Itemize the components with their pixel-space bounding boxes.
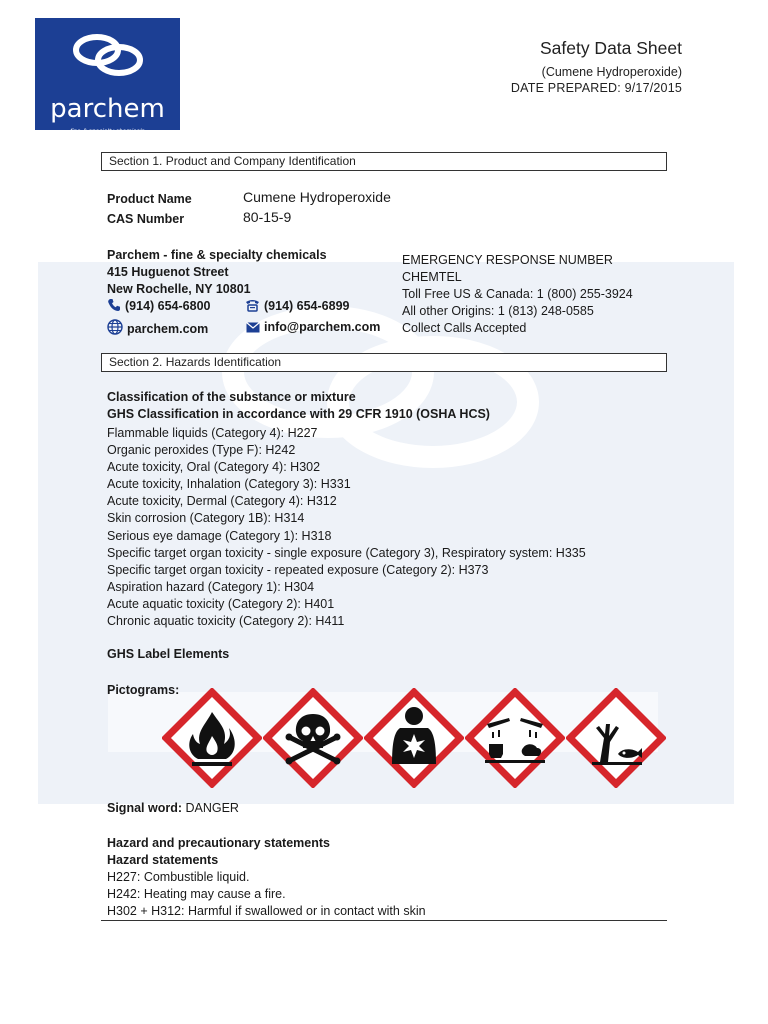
pictogram-row [162, 688, 666, 788]
hazard-statement: H227: Combustible liquid. [107, 870, 250, 884]
list-item: Specific target organ toxicity - repeated exposure (Category 2): H373 [107, 562, 489, 577]
list-item: Flammable liquids (Category 4): H227 [107, 426, 318, 440]
hazard-statement: H302 + H312: Harmful if swallowed or in contact with skin [107, 904, 426, 918]
parchem-logo [35, 18, 180, 135]
list-item: Specific target organ toxicity - single exposure (Category 3), Respiratory system: H335 [107, 545, 586, 560]
health-hazard-icon [364, 688, 464, 788]
list-item: Acute toxicity, Inhalation (Category 3): H331 [107, 477, 351, 492]
section1-heading: Section 1. Product and Company Identification [101, 152, 667, 171]
company-email-row [246, 319, 380, 338]
fax-icon [245, 298, 260, 317]
list-item: Acute aquatic toxicity (Category 2): H401 [107, 596, 335, 611]
cas-number-label: CAS Number [107, 212, 185, 226]
emergency-toll-free: Toll Free US & Canada: 1 (800) 255-3924 [402, 287, 633, 301]
company-fax: (914) 654-6899 [264, 299, 350, 313]
phone-icon [107, 298, 121, 317]
list-item: Acute toxicity, Oral (Category 4): H302 [107, 460, 321, 475]
parchem-logo-icon [35, 18, 180, 98]
company-name: Parchem - fine & specialty chemicals [107, 248, 327, 262]
hazard-statements-title: Hazard statements [107, 853, 219, 867]
cas-number-value: 80-15-9 [243, 209, 292, 225]
globe-icon [107, 319, 123, 340]
company-phone-row [107, 298, 210, 317]
company-phone[interactable]: (914) 654-6800 [125, 299, 211, 313]
classification-list [107, 425, 586, 630]
envelope-icon [246, 321, 260, 338]
signal-word-row [107, 800, 239, 817]
emergency-other-origins: All other Origins: 1 (813) 248-0585 [402, 304, 594, 318]
list-item: Organic peroxides (Type F): H242 [107, 443, 296, 458]
company-website-row [107, 319, 208, 340]
corrosion-icon [465, 688, 565, 788]
list-item: Acute toxicity, Dermal (Category 4): H312 [107, 494, 337, 509]
signal-word-value: DANGER [185, 801, 239, 815]
ghs-classification-title: GHS Classification in accordance with 29 CFR 1910 (OSHA HCS) [107, 407, 490, 421]
company-fax-row [245, 298, 349, 317]
document-title: Safety Data Sheet [539, 38, 682, 58]
emergency-title: EMERGENCY RESPONSE NUMBER [402, 253, 613, 267]
page-divider [101, 920, 667, 921]
list-item: Chronic aquatic toxicity (Category 2): H411 [107, 614, 345, 629]
document-product: (Cumene Hydroperoxide) [541, 65, 682, 79]
skull-crossbones-icon [263, 688, 363, 788]
label-elements-title: GHS Label Elements [107, 647, 230, 661]
date-prepared: DATE PREPARED: 9/17/2015 [510, 81, 682, 95]
section2-heading: Section 2. Hazards Identification [101, 353, 667, 372]
logo-tagline: fine & specialty chemicals [70, 128, 145, 135]
company-city: New Rochelle, NY 10801 [107, 282, 251, 296]
environment-icon [566, 688, 666, 788]
emergency-collect: Collect Calls Accepted [402, 321, 527, 335]
list-item: Aspiration hazard (Category 1): H304 [107, 579, 315, 594]
company-email-link[interactable]: info@parchem.com [264, 320, 381, 334]
list-item: Skin corrosion (Category 1B): H314 [107, 511, 305, 526]
hazard-statement: H242: Heating may cause a fire. [107, 887, 286, 901]
product-name-label: Product Name [107, 192, 192, 206]
pictograms-label: Pictograms: [107, 683, 180, 697]
company-street: 415 Huguenot Street [107, 265, 229, 279]
classification-title: Classification of the substance or mixture [107, 390, 356, 404]
list-item: Serious eye damage (Category 1): H318 [107, 528, 332, 543]
flame-icon [162, 688, 262, 788]
emergency-provider: CHEMTEL [402, 270, 462, 284]
logo-brand: parchem [50, 94, 165, 124]
statements-title: Hazard and precautionary statements [107, 836, 330, 850]
product-name-value: Cumene Hydroperoxide [243, 189, 391, 205]
signal-word-label: Signal word: [107, 801, 182, 815]
company-website-link[interactable]: parchem.com [127, 322, 209, 336]
